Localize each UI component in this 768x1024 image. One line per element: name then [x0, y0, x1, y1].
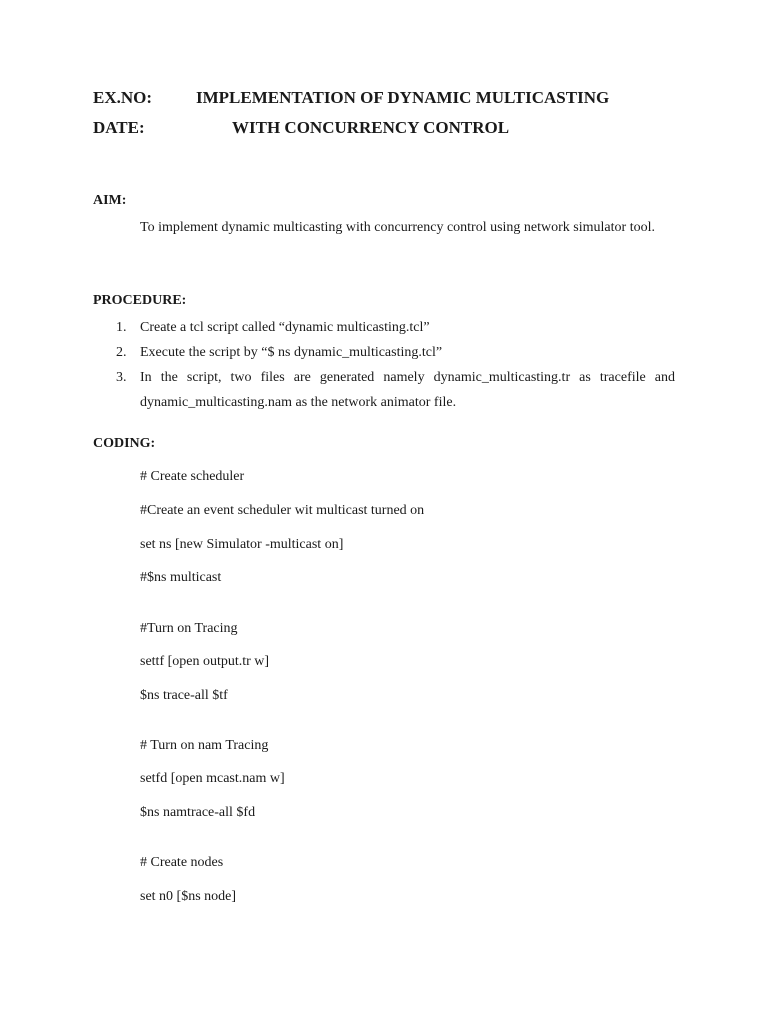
step-text: In the script, two files are generated namely dynamic_multicasting.tr as tracefile and dynamic_multicasting.nam as the network animator file. — [140, 370, 675, 410]
code-line: set ns [new Simulator -multicast on] — [140, 537, 344, 552]
procedure-heading: PROCEDURE: — [93, 293, 187, 308]
code-line: $ns namtrace-all $fd — [140, 805, 256, 820]
coding-heading: CODING: — [93, 436, 156, 451]
step-text: Create a tcl script called “dynamic multicasting.tcl” — [140, 320, 430, 335]
code-line: #Create an event scheduler wit multicast turned on — [140, 503, 425, 518]
aim-text: To implement dynamic multicasting with concurrency control using network simulator tool. — [140, 220, 655, 235]
date-label: DATE: — [93, 118, 145, 137]
code-line: set n0 [$ns node] — [140, 889, 237, 904]
aim-heading: AIM: — [93, 193, 127, 208]
step-number: 3. — [116, 370, 127, 385]
step-number: 1. — [116, 320, 127, 335]
step-text: Execute the script by “$ ns dynamic_multicasting.tcl” — [140, 345, 443, 360]
code-line: #Turn on Tracing — [140, 621, 238, 636]
code-line: # Turn on nam Tracing — [140, 738, 269, 753]
title-line-2: WITH CONCURRENCY CONTROL — [232, 118, 510, 137]
procedure-list — [93, 315, 675, 415]
procedure-step — [93, 315, 675, 340]
step-number: 2. — [116, 345, 127, 360]
code-line: $ns trace-all $tf — [140, 688, 228, 703]
code-line: #$ns multicast — [140, 570, 222, 585]
code-line: # Create scheduler — [140, 469, 245, 484]
title-line-1: IMPLEMENTATION OF DYNAMIC MULTICASTING — [196, 88, 610, 107]
exno-label: EX.NO: — [93, 88, 153, 107]
procedure-step — [93, 340, 675, 365]
code-line: setfd [open mcast.nam w] — [140, 771, 285, 786]
procedure-step — [93, 365, 675, 415]
code-line: # Create nodes — [140, 855, 224, 870]
code-line: settf [open output.tr w] — [140, 654, 270, 669]
